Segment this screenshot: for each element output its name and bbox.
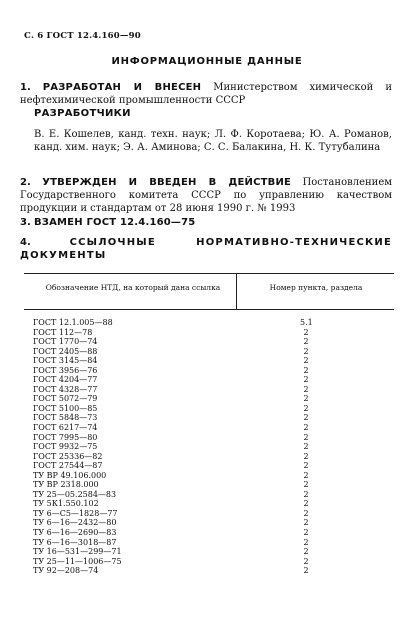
- document-designation: ГОСТ 1770—74: [33, 337, 98, 347]
- document-designation: ГОСТ 12.1.005—88: [33, 318, 113, 327]
- document-designation: ТУ ВР 49.106.000: [33, 470, 107, 480]
- clause-number: 5.1: [300, 318, 313, 327]
- section-2-heading: УТВЕРЖДЕН И ВВЕДЕН В ДЕЙСТВИЕ: [42, 177, 292, 188]
- table-row: [0, 509, 414, 519]
- section-4-heading: ССЫЛОЧНЫЕ НОРМАТИВНО-ТЕХНИЧЕСКИЕ ДОКУМЕНТЫ: [20, 237, 392, 261]
- clause-number: 2: [303, 346, 309, 356]
- document-designation: ТУ 6—16—3018—87: [33, 537, 117, 547]
- clause-number: 2: [303, 528, 309, 538]
- clause-number: 2: [303, 461, 309, 471]
- clause-number: 2: [303, 327, 309, 337]
- table-row: [0, 413, 414, 423]
- section-4-number: 4.: [20, 237, 31, 248]
- table-row: [0, 337, 414, 347]
- clause-number: 2: [303, 423, 309, 433]
- section-1-text: Министерством химической и нефтехимической промышленности СССР: [20, 82, 392, 106]
- clause-number: 2: [303, 403, 309, 413]
- table-header-rule: [24, 309, 394, 310]
- section-1: [20, 81, 392, 107]
- table-top-rule: [24, 273, 394, 274]
- table-body: [0, 318, 414, 576]
- document-designation: ГОСТ 112—78: [33, 327, 93, 337]
- document-designation: ТУ 25—11—1006—75: [33, 556, 122, 566]
- document-designation: ГОСТ 3956—76: [33, 365, 98, 375]
- clause-number: 2: [303, 442, 309, 452]
- table-row: [0, 452, 414, 462]
- section-2-number: 2.: [20, 177, 31, 188]
- page-title: ИНФОРМАЦИОННЫЕ ДАННЫЕ: [111, 56, 303, 67]
- document-designation: ТУ ВР 2318.000: [33, 480, 99, 490]
- document-designation: ГОСТ 5848—73: [33, 413, 98, 423]
- table-row: [0, 423, 414, 433]
- clause-number: 2: [303, 394, 309, 404]
- table-row: [0, 499, 414, 509]
- table-row: [0, 375, 414, 385]
- clause-number: 2: [303, 489, 309, 499]
- table-row: [0, 404, 414, 414]
- clause-number: 2: [303, 337, 309, 347]
- section-2-text: Постановлением Государственного комитета СССР по управлению качеством продукции и стандартам от 28 июня 1990 г. № 1993: [20, 177, 393, 214]
- table-row: [0, 356, 414, 366]
- table-header-document: Обозначение НТД, на который дана ссылка: [45, 283, 221, 292]
- table-row: [0, 347, 414, 357]
- document-designation: ГОСТ 4204—77: [33, 375, 98, 385]
- table-row: [0, 394, 414, 404]
- table-row: [0, 490, 414, 500]
- section-1-number: 1.: [20, 82, 31, 93]
- clause-number: 2: [303, 537, 309, 547]
- clause-number: 2: [303, 375, 309, 385]
- table-row: [0, 566, 414, 576]
- section-2: [20, 176, 392, 215]
- document-designation: ГОСТ 5100—85: [33, 403, 98, 413]
- clause-number: 2: [303, 518, 309, 528]
- table-column-divider: [236, 273, 237, 309]
- table-row: [0, 471, 414, 481]
- clause-number: 2: [303, 556, 309, 566]
- clause-number: 2: [303, 566, 309, 576]
- table-row: [0, 528, 414, 538]
- running-header: С. 6 ГОСТ 12.4.160—90: [24, 31, 141, 41]
- document-designation: ГОСТ 27544—87: [33, 461, 103, 471]
- section-3: [20, 216, 392, 229]
- section-3-number: 3.: [20, 217, 31, 228]
- clause-number: 2: [303, 356, 309, 366]
- table-row: [0, 433, 414, 443]
- table-row: [0, 442, 414, 452]
- table-row: [0, 538, 414, 548]
- table-row: [0, 518, 414, 528]
- document-designation: ТУ 6—16—2690—83: [33, 528, 117, 538]
- clause-number: 2: [303, 499, 309, 509]
- clause-number: 2: [303, 470, 309, 480]
- table-row: [0, 461, 414, 471]
- clause-number: 2: [303, 508, 309, 518]
- developers-heading: РАЗРАБОТЧИКИ: [34, 108, 131, 119]
- table-header-clause: Номер пункта, раздела: [269, 283, 363, 292]
- clause-number: 2: [303, 547, 309, 557]
- clause-number: 2: [303, 451, 309, 461]
- document-designation: ГОСТ 9932—75: [33, 442, 98, 452]
- table-row: [0, 557, 414, 567]
- document-designation: ГОСТ 2405—88: [33, 346, 98, 356]
- document-designation: ГОСТ 25336—82: [33, 451, 103, 461]
- document-designation: ГОСТ 3145—84: [33, 356, 98, 366]
- table-row: [0, 480, 414, 490]
- clause-number: 2: [303, 365, 309, 375]
- section-4: [20, 236, 392, 262]
- table-row: [0, 366, 414, 376]
- document-designation: ТУ 25—05.2584—83: [33, 489, 117, 499]
- clause-number: 2: [303, 480, 309, 490]
- table-row: [0, 328, 414, 338]
- document-designation: ГОСТ 7995—80: [33, 432, 98, 442]
- section-1-heading: РАЗРАБОТАН И ВНЕСЕН: [42, 82, 202, 93]
- document-designation: ТУ 16—531—299—71: [33, 547, 122, 557]
- table-row: [0, 385, 414, 395]
- document-designation: ТУ 5К1.550.102: [33, 499, 99, 509]
- table-row: [0, 547, 414, 557]
- section-3-heading: ВЗАМЕН ГОСТ 12.4.160—75: [33, 217, 196, 228]
- clause-number: 2: [303, 432, 309, 442]
- table-row: [0, 318, 414, 328]
- clause-number: 2: [303, 384, 309, 394]
- document-designation: ГОСТ 4328—77: [33, 384, 98, 394]
- clause-number: 2: [303, 413, 309, 423]
- document-designation: ТУ 6—С5—1828—77: [33, 508, 118, 518]
- document-designation: ГОСТ 5072—79: [33, 394, 98, 404]
- document-designation: ТУ 92—208—74: [33, 566, 99, 576]
- document-designation: ТУ 6—16—2432—80: [33, 518, 117, 528]
- document-designation: ГОСТ 6217—74: [33, 423, 98, 433]
- developers-list: В. Е. Кошелев, канд. техн. наук; Л. Ф. Коротаева; Ю. А. Романов, канд. хим. наук; Э. А. Аминова; С. С. Балакина, Н. К. Тутубалина: [34, 129, 392, 153]
